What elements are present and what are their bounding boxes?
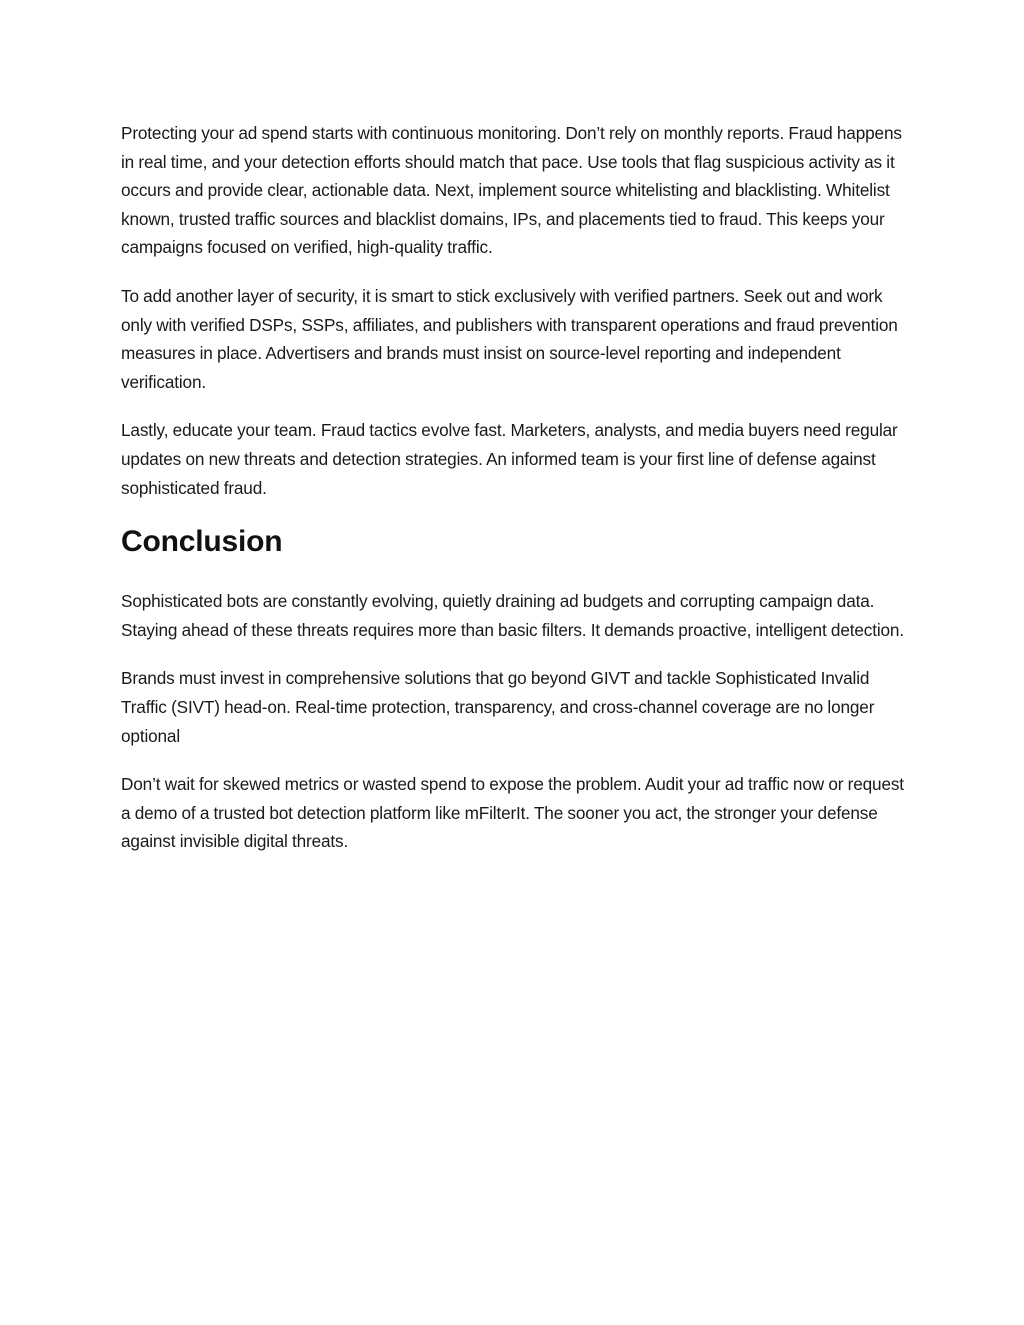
paragraph-verified-partners: To add another layer of security, it is smart to stick exclusively with verified partners. Seek out and work only with verified DSPs, SSPs, affiliates, and publishers with transparent operations and fraud prevention measures in place. Advertisers and brands must insist on source-level reporting and independent verification. xyxy=(121,285,898,392)
paragraph-sophisticated-bots: Sophisticated bots are constantly evolving, quietly draining ad budgets and corrupting campaign data. Staying ahead of these threats requires more than basic filters. It demands proactive, intelligent detection. xyxy=(121,591,904,640)
paragraph-educate-team: Lastly, educate your team. Fraud tactics evolve fast. Marketers, analysts, and media buyers need regular updates on new threats and detection strategies. An informed team is your first line of defense against sophisticated fraud. xyxy=(121,420,898,498)
conclusion-heading: Conclusion xyxy=(121,525,283,559)
paragraph-invest-solutions: Brands must invest in comprehensive solutions that go beyond GIVT and tackle Sophisticated Invalid Traffic (SIVT) head-on. Real-time protection, transparency, and cross-channel coverage are no longer optional xyxy=(121,668,875,746)
paragraph-monitoring: Protecting your ad spend starts with continuous monitoring. Don’t rely on monthly reports. Fraud happens in real time, and your detection efforts should match that pace. Use tools that flag suspicious activity as it occurs and provide clear, actionable data. Next, implement source whitelisting and blacklisting. Whitelist known, trusted traffic sources and blacklist domains, IPs, and placements tied to fraud. This keeps your campaigns focused on verified, high-quality traffic. xyxy=(121,123,902,258)
document-body xyxy=(121,119,911,876)
paragraph-call-to-action: Don’t wait for skewed metrics or wasted spend to expose the problem. Audit your ad traffic now or request a demo of a trusted bot detection platform like mFilterIt. The sooner you act, the stronger your defense against invisible digital threats. xyxy=(121,774,904,852)
